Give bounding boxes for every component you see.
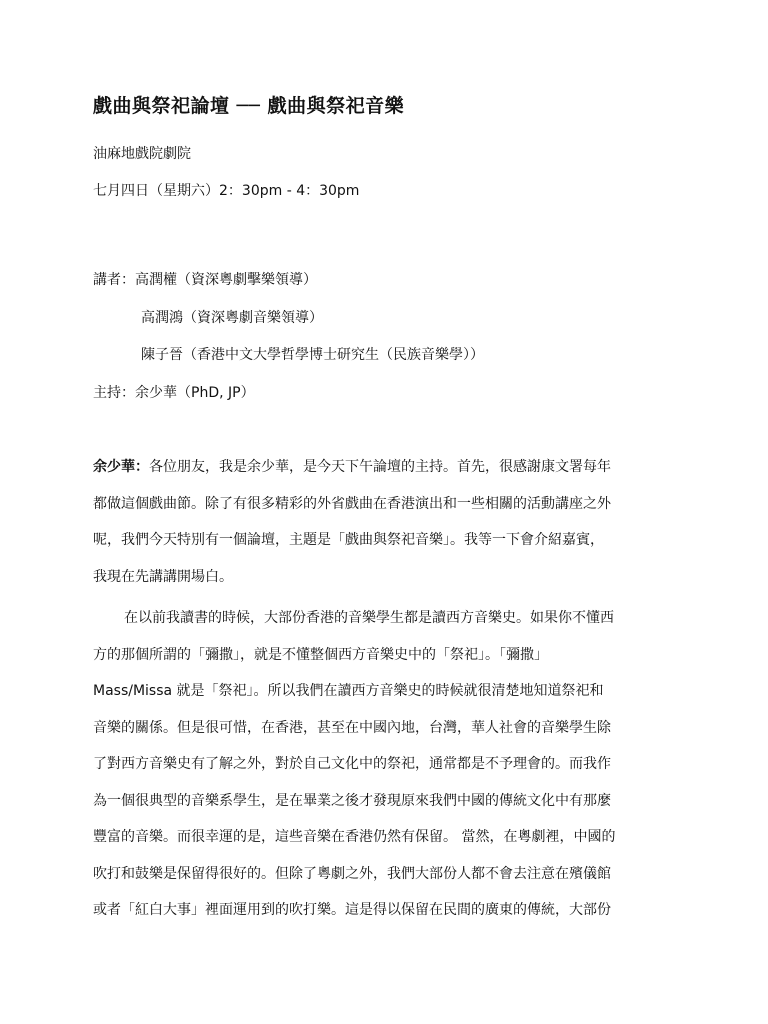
paragraph-line: 吹打和鼓樂是保留得很好的。但除了粵劇之外，我們大部份人都不會去注意在殯儀館 — [93, 865, 611, 882]
paragraph — [93, 600, 673, 929]
speaker-name: 高潤鴻（資深粵劇音樂領導） — [141, 310, 323, 326]
paragraph — [93, 449, 673, 595]
paragraph-line: 音樂的關係。但是很可惜，在香港，甚至在中國內地，台灣，華人社會的音樂學生除 — [93, 719, 611, 736]
document-title: 戲曲與祭祀論壇 ── 戲曲與祭祀音樂 — [93, 95, 405, 117]
event-datetime: 七月四日（星期六）2：30pm - 4：30pm — [93, 183, 360, 199]
paragraph-line: 了對西方音樂史有了解之外，對於自己文化中的祭祀，通常都是不予理會的。而我作 — [93, 756, 611, 772]
paragraph-line: 都做這個戲曲節。除了有很多精彩的外省戲曲在香港演出和一些相關的活動講座之外 — [93, 495, 611, 512]
paragraph-line: 我現在先講講開場白。 — [93, 568, 233, 585]
venue: 油麻地戲院劇院 — [93, 146, 191, 162]
paragraph-line: 為一個很典型的音樂系學生，是在畢業之後才發現原來我們中國的傳統文化中有那麼 — [93, 792, 611, 809]
speaker-line-1 — [93, 269, 317, 289]
paragraph-line: 呢，我們今天特別有一個論壇，主題是「戲曲與祭祀音樂」。我等一下會介紹嘉賓， — [93, 532, 604, 548]
paragraph-line: 或者「紅白大事」裡面運用到的吹打樂。這是得以保留在民間的廣東的傳統，大部份 — [93, 902, 611, 918]
speaker-name: 陳子晉（香港中文大學哲學博士研究生（民族音樂學）） — [141, 347, 484, 363]
paragraph-line: Mass/Missa 就是「祭祀」。所以我們在讀西方音樂史的時候就很清楚地知道祭祀和 — [93, 683, 604, 699]
paragraph-line: 在以前我讀書的時候，大部份香港的音樂學生都是讀西方音樂史。如果你不懂西 — [124, 610, 614, 626]
paragraph-line: 豐富的音樂。而很幸運的是，這些音樂在香港仍然有保留。 當然，在粵劇裡，中國的 — [93, 829, 616, 845]
speaker-name: 高潤權（資深粵劇擊樂領導） — [135, 272, 317, 288]
paragraph-line: 余少華：各位朋友，我是余少華，是今天下午論壇的主持。首先，很感謝康文署每年 — [93, 459, 611, 475]
paragraph-line: 方的那個所謂的「彌撒」，就是不懂整個西方音樂史中的「祭祀」。「彌撒」 — [93, 646, 548, 663]
speaker-tag: 余少華： — [93, 459, 149, 475]
speakers-label: 講者： — [93, 272, 135, 288]
host-line: 主持：余少華（PhD, JP） — [93, 385, 255, 401]
